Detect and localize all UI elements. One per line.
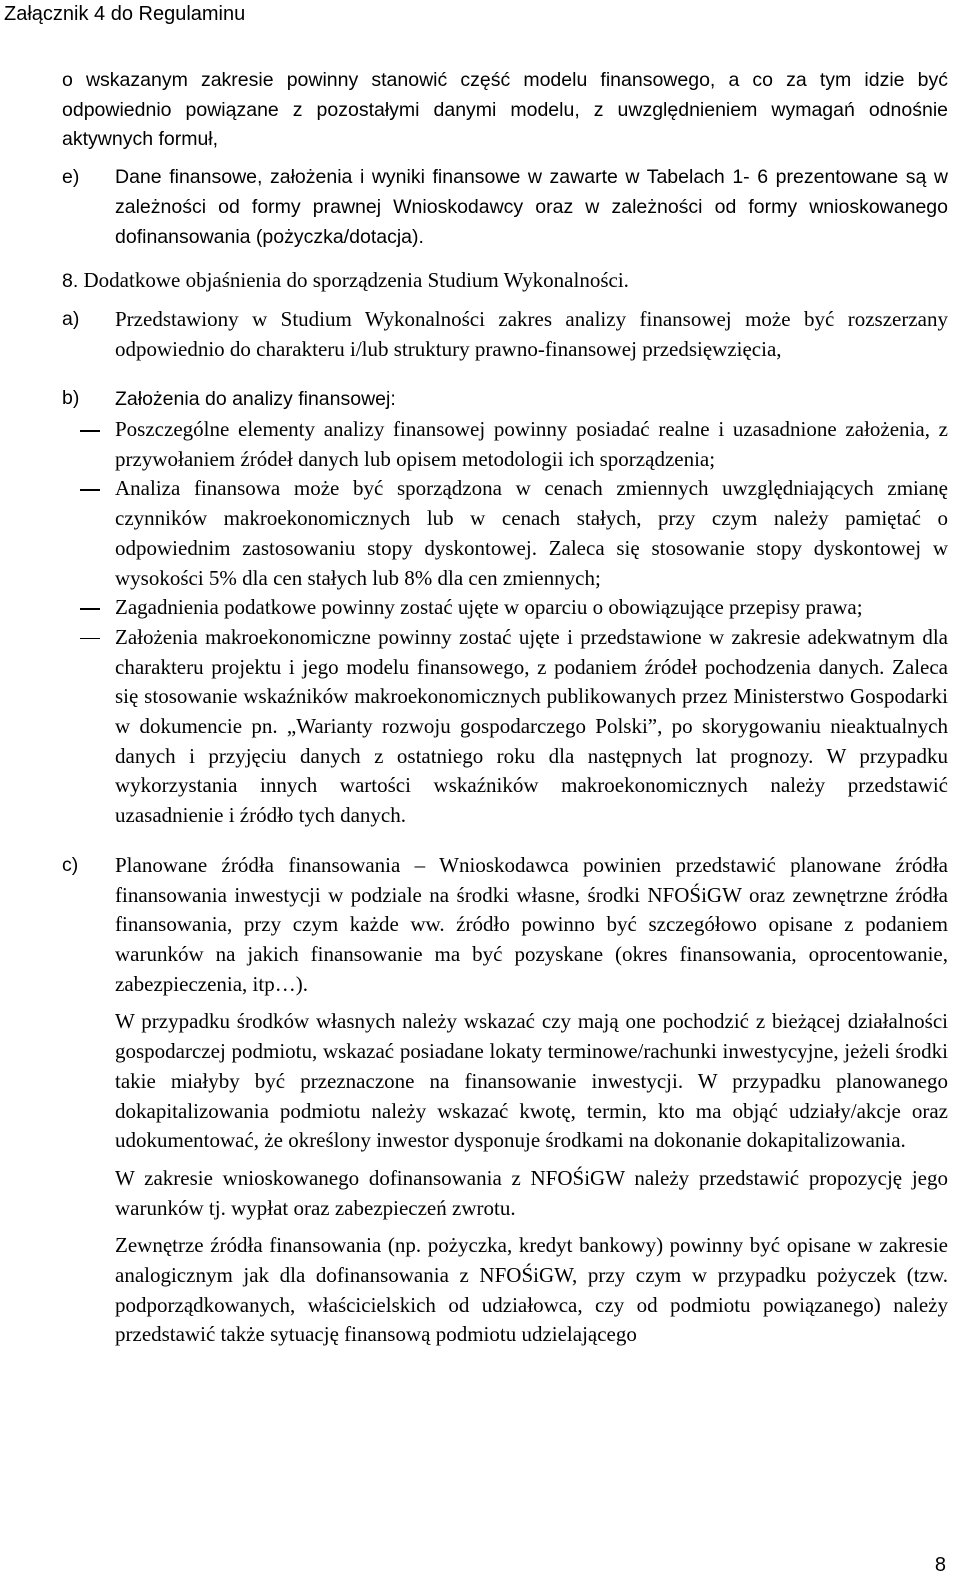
item-a	[62, 305, 948, 364]
bullet-text: Założenia makroekonomiczne powinny zostać ujęte i przedstawione w zakresie adekwatnym dla charakteru projektu i jego modelu finansowego, z podaniem źródeł pochodzenia danych. Zaleca się stosowanie wskaźników makroekonomicznych publikowanych przez Ministerstwo Gospodarki w dokumencie pn. „Warianty rozwoju gospodarczego Polski”, po skorygowaniu nieaktualnych danych i przyjęciu danych z ostatniego roku dla następnych lat prognozy. W przypadku wykorzystania innych wartości wskaźników makroekonomicznych należy przedstawić uzasadnienie i źródło tych danych.	[115, 624, 948, 828]
item-b-title: Założenia do analizy finansowej:	[115, 388, 396, 411]
bullet-text: Zagadnienia podatkowe powinny zostać ujęte w oparciu o obowiązujące przepisy prawa;	[115, 595, 863, 620]
item-c	[62, 851, 948, 1350]
intro-paragraph: o wskazanym zakresie powinny stanowić część modelu finansowego, a co za tym idzie być odpowiednio powiązane z pozostałymi danymi modelu, z uwzględnieniem wymagań odnośnie aktywnych formuł,	[62, 69, 948, 151]
bullet-item	[62, 593, 948, 623]
section-8-heading	[62, 266, 948, 297]
item-e	[62, 163, 948, 252]
section-8-title: Dodatkowe objaśnienia do sporządzenia Studium Wykonalności.	[83, 268, 629, 293]
item-c-paragraph: W przypadku środków własnych należy wskazać czy mają one pochodzić z bieżącej działalności gospodarczej podmiotu, wskazać posiadane lokaty terminowe/rachunki inwestycyjne, jeżeli środki takie miałyby być przeznaczone na finansowanie inwestycji. W przypadku planowanego dokapitalizowania podmiotu należy wskazać kwotę, termin, kto ma objąć udziały/akcje oraz udokumentować, że określony inwestor dysponuje środkami na dokonanie dokapitalizowania.	[115, 1009, 948, 1153]
dash-marker	[80, 608, 100, 610]
item-a-text: Przedstawiony w Studium Wykonalności zakres analizy finansowej może być rozszerzany odpowiednio do charakteru i/lub struktury prawno-finansowej przedsięwzięcia,	[115, 306, 948, 361]
dash-marker	[80, 489, 100, 491]
bullet-item	[62, 415, 948, 474]
item-e-label: e)	[62, 166, 80, 189]
item-c-paragraph: W zakresie wnioskowanego dofinansowania z NFOŚiGW należy przedstawić propozycję jego warunków tj. wypłat oraz zabezpieczeń zwrotu.	[115, 1165, 948, 1220]
page-header: Załącznik 4 do Regulaminu	[4, 3, 246, 25]
item-b-label: b)	[62, 387, 80, 410]
dash-marker	[80, 430, 100, 432]
item-b	[62, 384, 948, 415]
page-number: 8	[934, 1554, 946, 1576]
section-8-number: 8.	[62, 270, 79, 293]
document-body	[62, 66, 948, 1350]
item-e-text: Dane finansowe, założenia i wyniki finansowe w zawarte w Tabelach 1- 6 prezentowane są w zależności od formy prawnej Wnioskodawcy oraz w zależności od formy wnioskowanego dofinansowania (pożyczka/dotacja).	[115, 166, 948, 248]
item-c-paragraph: Planowane źródła finansowania – Wnioskodawca powinien przedstawić planowane źródła finansowania inwestycji w podziale na środki własne, środki NFOŚiGW oraz zewnętrzne źródła finansowania, przy czym każde ww. źródło powinno być szczegółowo opisane z podaniem warunków na jakich finansowanie ma być pozyskane (okres finansowania, oprocentowanie, zabezpieczenia, itp…).	[115, 852, 948, 996]
item-c-label: c)	[62, 853, 79, 876]
bullet-text: Poszczególne elementy analizy finansowej powinny posiadać realne i uzasadnione założenia, z przywołaniem źródeł danych lub opisem metodologii ich sporządzenia;	[115, 417, 948, 471]
bullet-text: Analiza finansowa może być sporządzona w cenach zmiennych uwzględniających zmianę czynników makroekonomicznych lub w cenach stałych, przy czym należy pamiętać o odpowiednim zastosowaniu stopy dyskontowej. Zaleca się stosowanie stopy dyskontowej w wysokości 5% dla cen stałych lub 8% dla cen zmiennych;	[115, 476, 948, 590]
bullet-item	[62, 623, 948, 831]
item-c-paragraph: Zewnętrze źródła finansowania (np. pożyczka, kredyt bankowy) powinny być opisane w zakresie analogicznym jak dla dofinansowania z NFOŚiGW, przy czym w przypadku pożyczek (tzw. podporządkowanych, właścicielskich od udziałowca, czy od podmiotu powiązanego) należy przedstawić także sytuację finansową podmiotu udzielającego	[115, 1233, 948, 1347]
dash-marker	[80, 638, 100, 640]
item-a-label: a)	[62, 307, 80, 330]
bullet-item	[62, 474, 948, 593]
